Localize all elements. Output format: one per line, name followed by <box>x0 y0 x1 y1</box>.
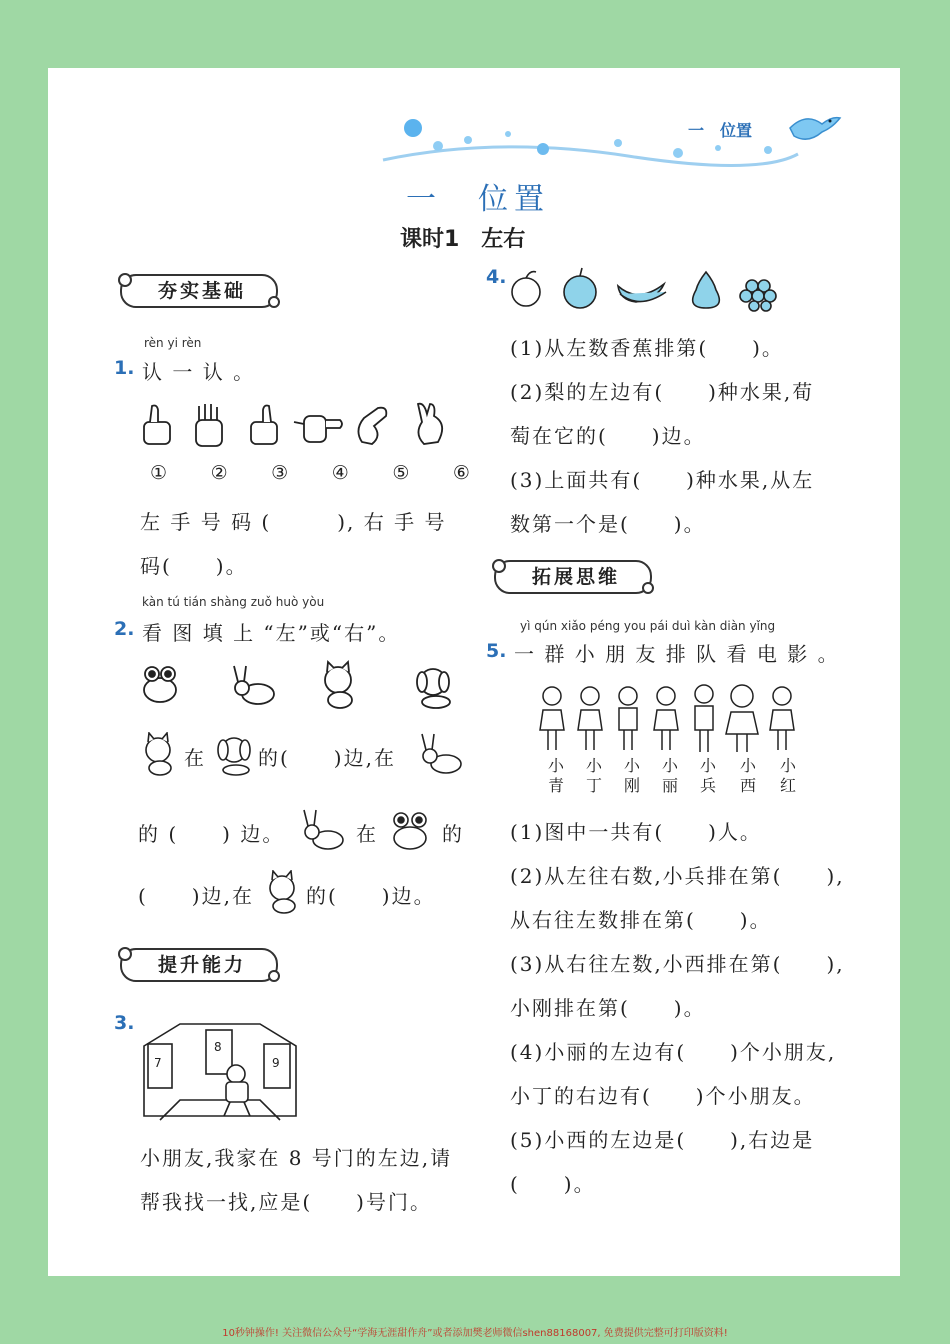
q4-line-5: 数第一个是( )。 <box>510 512 706 536</box>
q4-line-1: (1)从左数香蕉排第( )。 <box>510 336 784 360</box>
q1-number: 1. <box>114 357 135 379</box>
peach-icon <box>512 272 540 306</box>
q5-text: 一 群 小 朋 友 排 队 看 电 影 。 <box>514 642 840 666</box>
victory-hand-icon <box>418 404 442 444</box>
q2-text: 看 图 填 上 “左”或“右”。 <box>142 621 401 645</box>
q3-number: 3. <box>114 1012 135 1034</box>
q2-l1b: 的( )边,在 <box>258 746 396 770</box>
q3-line1: 小朋友,我家在 8 号门的左边,请 <box>140 1146 453 1170</box>
animal-row <box>138 660 468 710</box>
q5-pinyin: yì qún xiǎo péng you pái duì kàn diàn yǐng <box>520 619 776 633</box>
q1-line1: 左 手 号 码 ( ), 右 手 号 <box>140 510 447 534</box>
label-4: ④ <box>331 462 349 484</box>
q2-line2 <box>138 808 478 854</box>
label-3: ③ <box>271 462 289 484</box>
section-basic-label: 夯实基础 <box>158 280 247 302</box>
footer-notice: 10秒钟操作! 关注微信公众号“学海无涯甜作舟”或者添加樊老师微信shen88168007, 免费提供完整可打印版资料! <box>222 1328 728 1339</box>
q3-scene <box>140 1016 300 1122</box>
q4-line-2: (2)梨的左边有( )种水果,荀 <box>510 380 815 404</box>
lesson-subtitle: 课时1 左右 <box>400 227 526 252</box>
pear-icon <box>693 272 720 308</box>
grapes-icon <box>740 280 776 311</box>
label-6: ⑥ <box>452 462 470 484</box>
child-icon <box>540 687 564 750</box>
child-icon <box>695 685 713 752</box>
fruit-row <box>508 264 788 312</box>
cat-icon <box>138 732 182 776</box>
label-2: ② <box>210 462 228 484</box>
q2-l2c: 的 <box>442 822 464 846</box>
hand-gestures <box>138 402 468 452</box>
q2-pinyin: kàn tú tián shàng zuǒ huò yòu <box>142 595 325 609</box>
rabbit-icon <box>416 732 466 776</box>
q5-line-9: ( )。 <box>510 1172 596 1196</box>
frog-icon <box>386 808 434 852</box>
q2-l3b: 的( )边。 <box>306 884 436 908</box>
cat-icon <box>262 870 306 914</box>
q5-line-2: (2)从左往右数,小兵排在第( ), <box>510 864 845 888</box>
door-7-label: 7 <box>154 1056 162 1070</box>
q5-line-1: (1)图中一共有( )人。 <box>510 820 762 844</box>
frog-icon <box>144 667 176 702</box>
kid-name-6: 小西 <box>739 756 756 795</box>
child-icon <box>654 687 678 750</box>
dog-icon <box>417 669 450 708</box>
cat-icon <box>325 662 352 708</box>
section-improve <box>120 948 278 982</box>
q4-line-4: (3)上面共有( )种水果,从左 <box>510 468 815 492</box>
q2-line1 <box>138 732 478 778</box>
children-line <box>532 682 822 756</box>
dog-icon <box>212 732 256 776</box>
q2-l2a: 的 ( ) 边。 <box>138 822 285 846</box>
thumb-up-left-icon <box>144 406 170 445</box>
label-5: ⑤ <box>392 462 410 484</box>
gesture-labels <box>150 462 470 484</box>
section-basic <box>120 274 278 308</box>
q1-pinyin: rèn yi rèn <box>144 336 202 350</box>
q1-text: 认 一 认 。 <box>142 360 256 384</box>
q5-line-3: 从右往左数排在第( )。 <box>510 908 772 932</box>
q5-line-8: (5)小西的左边是( ),右边是 <box>510 1128 815 1152</box>
section-improve-label: 提升能力 <box>158 954 247 976</box>
child-icon <box>726 685 758 752</box>
q4-number: 4. <box>486 266 507 288</box>
q2-line3 <box>138 870 478 916</box>
rabbit-icon <box>298 808 348 852</box>
section-extend-label: 拓展思维 <box>532 566 621 588</box>
label-1: ① <box>150 462 168 484</box>
thumb-up-right-icon <box>251 406 277 445</box>
kid-name-7: 小红 <box>779 756 796 795</box>
q2-l1a: 在 <box>184 746 206 770</box>
child-icon <box>578 687 602 750</box>
door-8-label: 8 <box>214 1040 222 1054</box>
q5-line-7: 小丁的右边有( )个小朋友。 <box>510 1084 816 1108</box>
ok-hand-icon <box>358 408 386 444</box>
q2-l3a: ( )边,在 <box>138 884 254 908</box>
q4-line-3: 萄在它的( )边。 <box>510 424 706 448</box>
rabbit-icon <box>234 666 274 704</box>
q3-line2: 帮我找一找,应是( )号门。 <box>140 1190 432 1214</box>
worksheet-page <box>48 68 900 1276</box>
pointing-hand-icon <box>294 416 342 442</box>
apple-icon <box>564 268 596 308</box>
q5-line-6: (4)小丽的左边有( )个小朋友, <box>510 1040 837 1064</box>
q2-number: 2. <box>114 618 135 640</box>
section-extend <box>494 560 652 594</box>
kid-name-5: 小兵 <box>699 756 716 795</box>
door-9-label: 9 <box>272 1056 280 1070</box>
q5-line-4: (3)从右往左数,小西排在第( ), <box>510 952 845 976</box>
open-palm-icon <box>196 404 222 446</box>
banana-icon <box>618 284 666 302</box>
kid-name-4: 小丽 <box>661 756 678 795</box>
kid-name-3: 小刚 <box>623 756 640 795</box>
child-icon <box>770 687 794 750</box>
kid-names <box>538 756 828 800</box>
page-title: 一 位置 <box>406 182 550 217</box>
bird-icon <box>786 106 842 146</box>
q2-l2b: 在 <box>356 822 378 846</box>
q5-number: 5. <box>486 640 507 662</box>
child-icon <box>619 687 637 750</box>
q1-line2: 码( )。 <box>140 554 248 578</box>
header-label: 一 位置 <box>688 121 753 140</box>
kid-name-1: 小青 <box>547 756 564 795</box>
q5-line-5: 小刚排在第( )。 <box>510 996 706 1020</box>
kid-name-2: 小丁 <box>585 756 602 795</box>
